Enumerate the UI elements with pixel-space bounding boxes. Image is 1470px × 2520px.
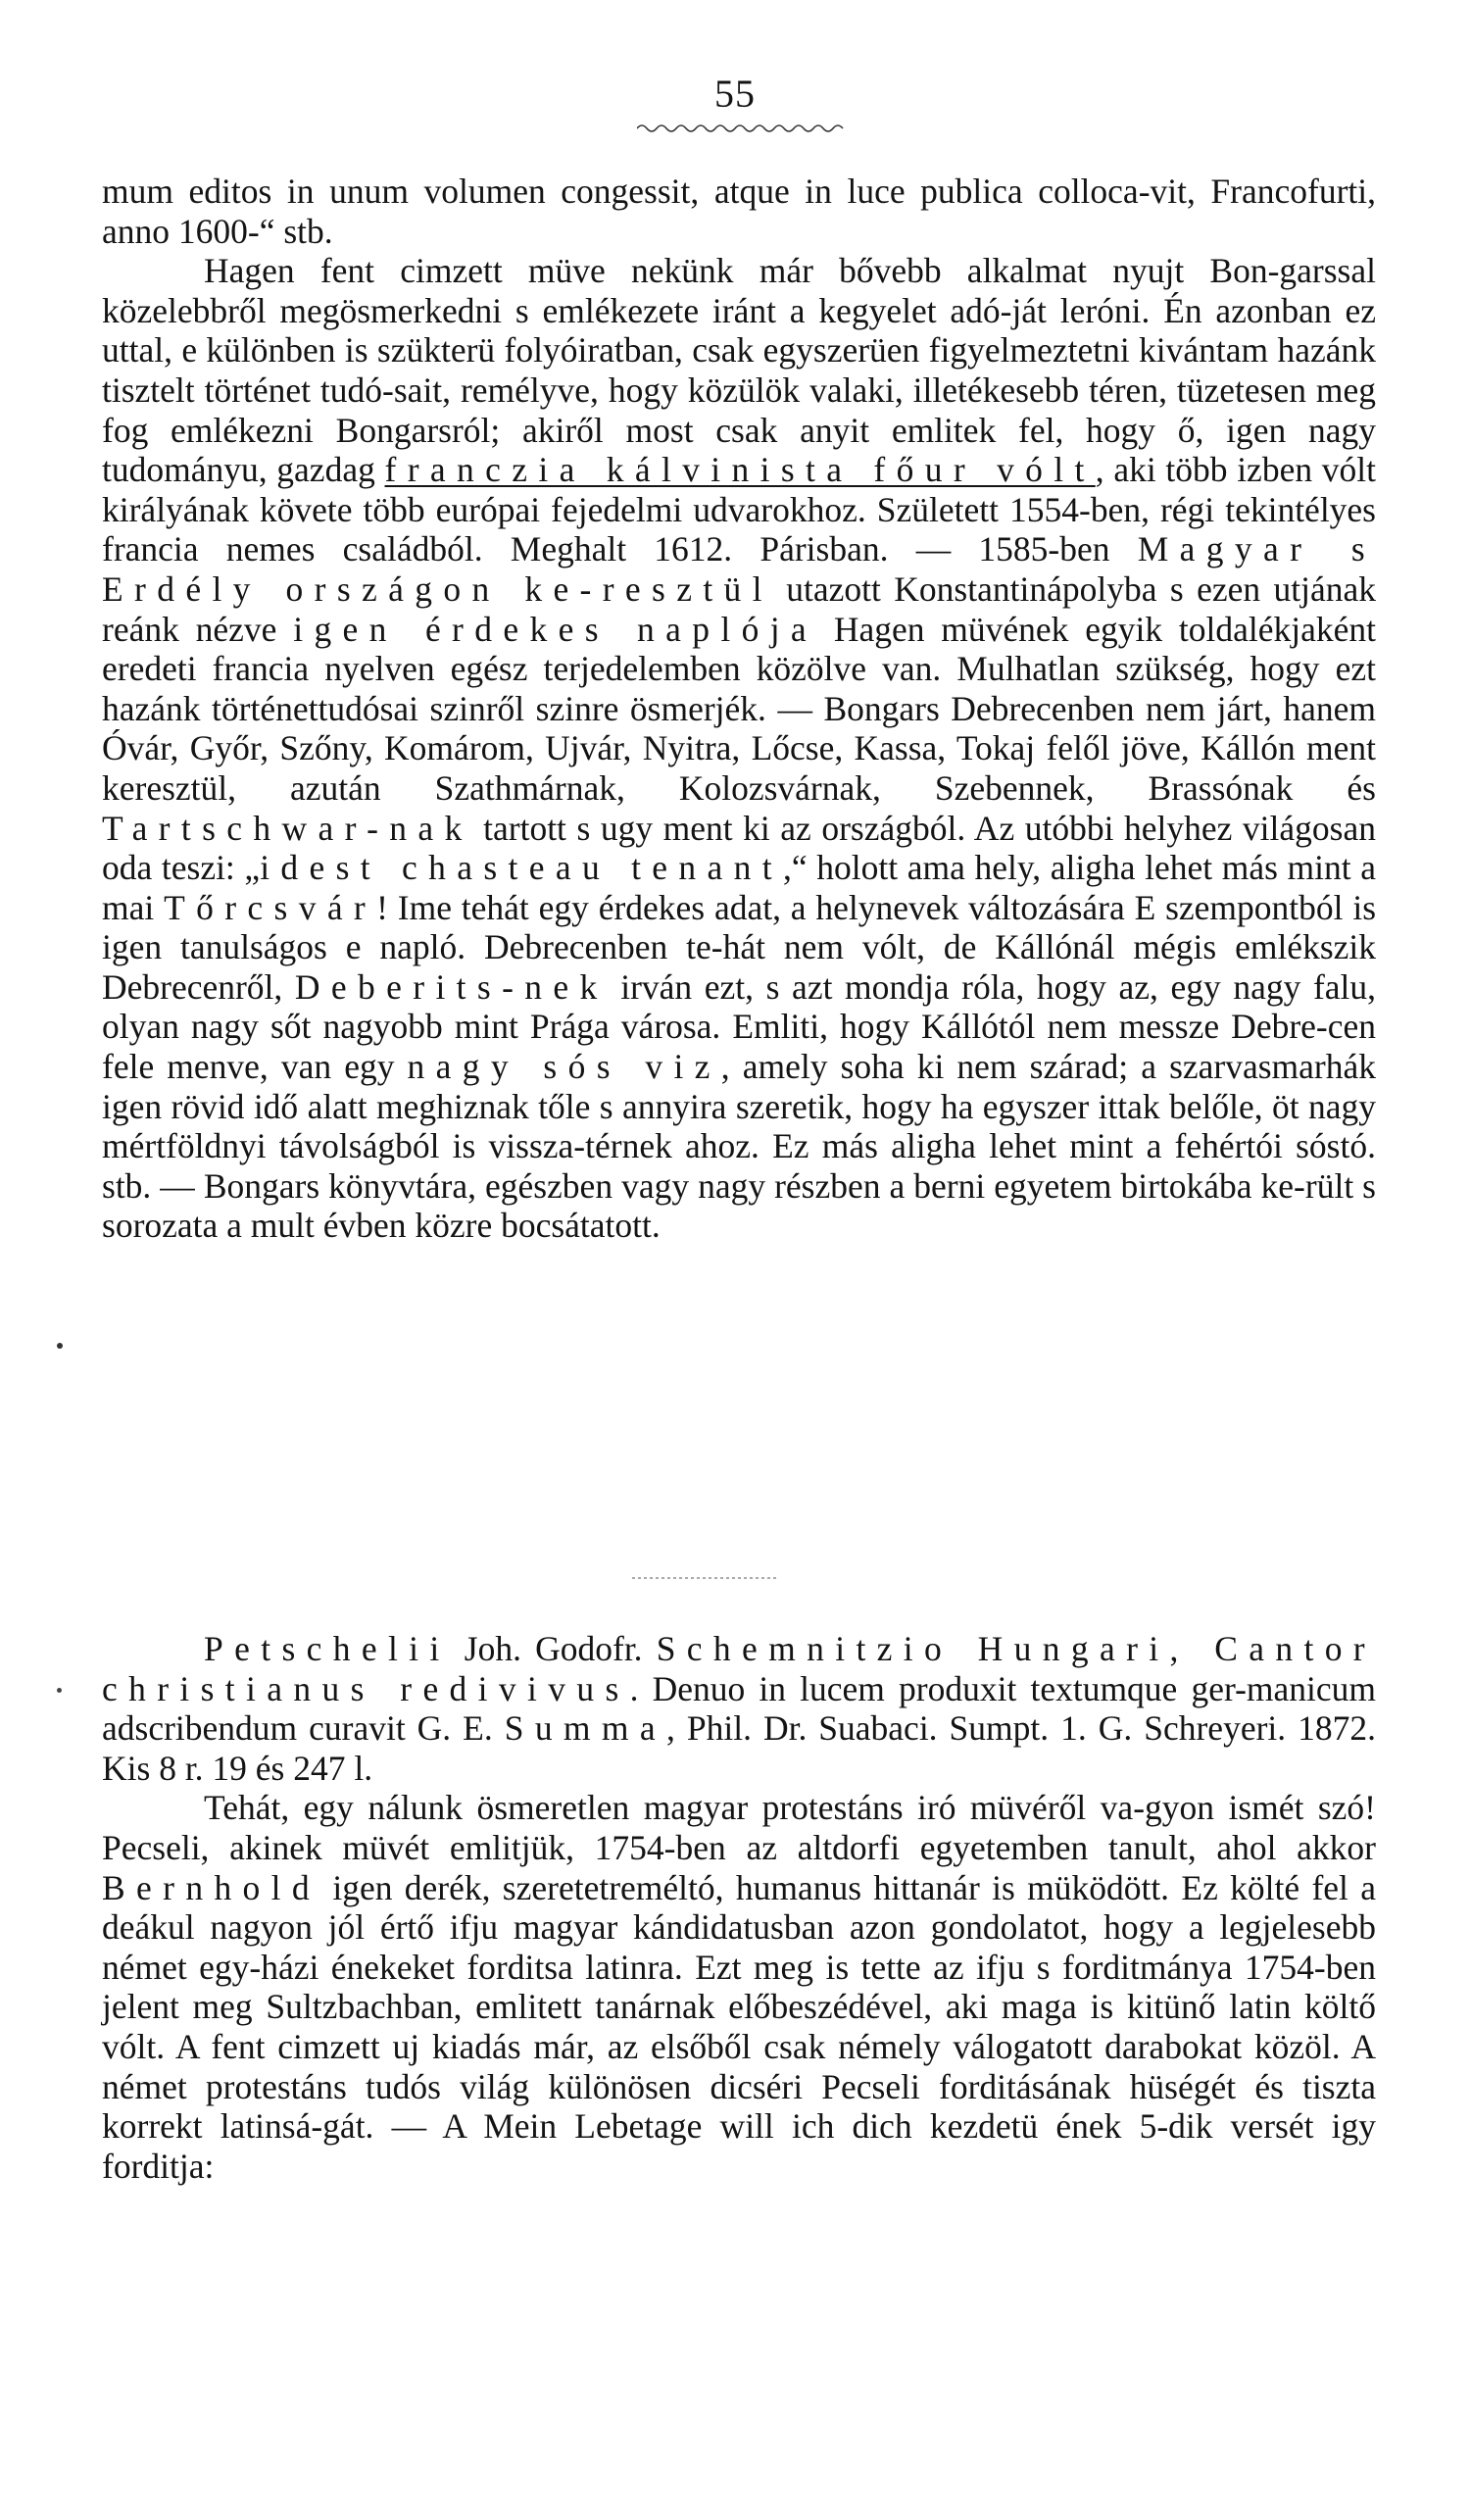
spaced-emphasis: Schemnitzio Hungari, Cantor christianus redivivus [102,1629,1376,1708]
text-run: tartott s ugy ment ki az országból. Az utóbbi helyhez világosan oda teszi: „ [102,808,1376,888]
text-run: irván ezt, s azt mondja róla, hogy az, egy nagy falu, olyan nagy sőt nagyobb mint Prága városa. Emliti, hogy Kállótól nem messze Debre-cen fele menve, van egy [102,966,1377,1087]
text-run: , Phil. Dr. Suabaci. Sumpt. 1. G. Schreyeri. 1872. Kis 8 r. 19 és 247 l. [102,1708,1376,1788]
text-run: Tehát, egy nálunk ösmeretlen magyar protestáns iró müvéről va-gyon ismét szó! Pecseli, akinek müvét emlitjük, 1754-ben az altdorfi egyetemben tanult, ahol akkor [102,1788,1376,1867]
article-section-bongars [102,172,1376,1246]
spaced-emphasis: Summa [504,1708,666,1749]
spaced-emphasis: franczia kálvinista főur vólt [384,450,1096,490]
spaced-emphasis: Tőrcsvár [164,887,377,927]
wavy-rule-ornament [637,122,848,135]
spaced-emphasis: nagy sós viz [407,1047,721,1087]
text-run: . Denuo in lucem produxit textumque ger-manicum adscribendum curavit G. E. [102,1668,1376,1749]
paragraph [102,251,1376,1246]
spaced-emphasis: Bernhold [102,1867,320,1907]
spaced-emphasis: igen érdekes naplója [293,609,818,649]
text-run: Joh. Godofr. [450,1629,657,1668]
spaced-emphasis: idest chasteau tenant [260,848,783,888]
text-run: utazott Konstantinápolyba s ezen utjának reánk nézve [102,568,1376,649]
page-number: 55 [714,72,756,116]
margin-mark [57,1343,63,1349]
text-run: Hagen müvének egyik toldalékjaként eredeti francia nyelven egész terjedelemben közölve van. Mulhatlan szükség, hogy ezt hazánk történettudósai szinről szinre ösmerjék. — Bongars Debrecenben nem járt, hanem Óvár, Győr, Szőny, Komárom, Ujvár, Nyitra, Lőcse, Kassa, Tokaj felől jöve, Kállón ment keresztül, azután Szathmárnak, Kolozsvárnak, Szebennek, Brassónak és [102,609,1376,808]
text-run: Hagen fent cimzett müve nekünk már bővebb alkalmat nyujt Bon-garssal közelebbről megösmerkedni s emlékezete iránt a kegyelet adó-ját leróni. Én azonban ez uttal, e különben is szükterü folyóiratban, csak egyszerüen figyelmeztetni kivántam hazánk tisztelt történet tudó-sait, remélyve, hogy közülök valaki, illetékesebb téren, tüzetesen meg fog emlékezni Bongarsról; akiről most csak anyit emlitek fel, hogy ő, igen nagy tudományu, gazdag [102,251,1376,490]
article-section-pecseli [102,1629,1376,2186]
margin-mark [57,1688,62,1693]
spaced-emphasis: Deberits-nek [294,966,609,1007]
text-run: ,“ holott ama hely, aligha lehet más mint a mai [102,848,1376,927]
spaced-emphasis: Petschelii [204,1629,451,1668]
text-run: , amely soha ki nem szárad; a szarvasmarhák igen rövid idő alatt meghiznak tőle s annyira szeretik, hogy ha egyszer ittak belőle, öt nagy mértföldnyi távolságból is vissza-térnek ahoz. Ez más aligha lehet mint a fehértói sóstó. stb. — Bongars könyvtára, egészben vagy nagy részben a berni egyetem birtokába ke-rült s sorozata a mult évben közre bocsátatott. [102,1047,1376,1246]
bibliographic-entry [102,1629,1376,1788]
paragraph [102,1788,1376,2186]
spaced-emphasis: Magyar s Erdély országon ke-resztül [102,529,1376,609]
text-run: ! Ime tehát egy érdekes adat, a helynevek változására E szempontból is igen tanulságos e napló. Debrecenben te-hát nem vólt, de Kállónál mégis emlékszik Debrecenről, [102,887,1377,1007]
text-run: mum editos in unum volumen congessit, atque in luce publica colloca-vit, Francofurti, anno 1600-“ stb. [102,172,1376,251]
spaced-emphasis: Tartschwar-nak [102,808,473,848]
text-run: , aki több izben vólt királyának követe több európai fejedelmi udvarokhoz. Született 1554-ben, régi tekintélyes francia nemes családból. Meghalt 1612. Párisban. — 1585-ben [102,450,1376,569]
paragraph [102,172,1376,251]
text-run: igen derék, szeretetreméltó, humanus hittanár is müködött. Ez költé fel a deákul nagyon jól értő ifju magyar kándidatusban azon gondolatot, hogy a legjelesebb német egy-házi énekeket forditsa latinra. Ezt meg is tette az ifju s forditmánya 1754-ben jelent meg Sultzbachban, emlitett tanárnak előbeszédével, aki maga is kitünő latin költő vólt. A fent cimzett uj kiadás már, az elsőből csak némely válogatott darabokat közöl. A német protestáns tudós világ különösen dicséri Pecseli forditásának hüségét és tiszta korrekt latinsá-gát. — A Mein Lebetage will ich dich kezdetü ének 5-dik versét igy forditja: [102,1867,1376,2186]
section-separator [632,1576,779,1580]
